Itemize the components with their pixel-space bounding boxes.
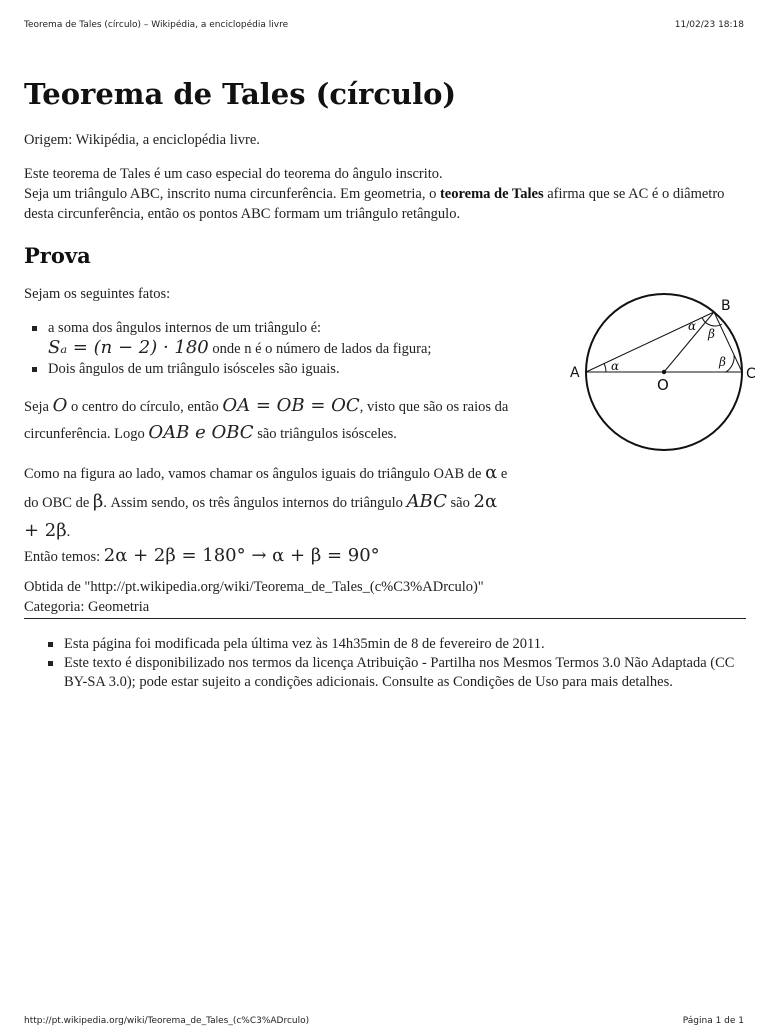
origin-line: Origem: Wikipédia, a enciclopédia livre.: [24, 132, 260, 148]
paragraph-angles: [24, 459, 514, 546]
label-C: C: [746, 366, 756, 382]
p1-text-b: o centro do círculo, então: [67, 399, 223, 415]
p2-math-beta: β: [92, 491, 104, 512]
intro-text-b: afirma que se AC é o diâmetro desta circunferência, então os pontos ABC formam um triângulo retângulo.: [24, 186, 725, 222]
print-header: [24, 20, 744, 34]
print-header-datetime: 11/02/23 18:18: [674, 20, 744, 30]
p2-text-e: .: [66, 524, 71, 540]
footer-notes-list: [24, 635, 746, 692]
footer-divider: [24, 618, 746, 619]
p2-text-d: são: [446, 495, 474, 511]
paragraph-conclusion: [24, 546, 514, 567]
footer-note-license: Este texto é disponibilizado nos termos da licença Atribuição - Partilha nos Mesmos Termos 3.0 Não Adaptada (CC BY-SA 3.0); pode estar sujeito a condições adicionais. Consulte as Condições de Uso para mais detalhes.: [64, 654, 746, 692]
fact-1-text: a soma dos ângulos internos de um triângulo é:: [48, 320, 322, 336]
fact-item-2: Dois ângulos de um triângulo isósceles são iguais.: [48, 359, 514, 379]
p2-text-b: e do OBC de: [24, 466, 508, 511]
label-beta-C: β: [719, 355, 726, 369]
page-title: Teorema de Tales (círculo): [24, 77, 457, 111]
print-footer-url: http://pt.wikipedia.org/wiki/Teorema_de_Tales_(c%C3%ADrculo): [24, 1016, 310, 1026]
center-point-O: [662, 370, 666, 374]
intro-text-a: Seja um triângulo ABC, inscrito numa circunferência. Em geometria, o: [24, 186, 440, 202]
label-A: A: [570, 365, 580, 381]
p2-text-a: Como na figura ao lado, vamos chamar os ângulos iguais do triângulo OAB de: [24, 466, 486, 482]
p3-math-formula: 2α + 2β = 180° → α + β = 90°: [103, 545, 380, 566]
p1-text-c: , visto que são os raios da circunferência. Logo: [24, 399, 509, 442]
p3-text-a: Então temos:: [24, 549, 104, 565]
label-alpha-B: α: [688, 319, 697, 333]
thales-circle-figure: [544, 288, 756, 458]
print-footer-page: Página 1 de 1: [682, 1016, 744, 1026]
facts-list: [24, 318, 514, 379]
p1-math-triangles: OAB e OBC: [148, 422, 254, 443]
p1-text-d: são triângulos isósceles.: [253, 426, 397, 442]
label-O: O: [657, 376, 669, 394]
print-header-title: Teorema de Tales (círculo) – Wikipédia, a enciclopédia livre: [24, 20, 289, 30]
section-heading-prova: Prova: [24, 243, 91, 268]
p1-text-a: Seja: [24, 399, 53, 415]
p2-text-c: . Assim sendo, os três ângulos internos do triângulo: [103, 495, 407, 511]
p2-math-abc: ABC: [406, 491, 447, 512]
angle-arc-C: [726, 355, 734, 372]
intro-paragraph: [24, 184, 746, 224]
intro-line-1: Este teorema de Tales é um caso especial do teorema do ângulo inscrito.: [24, 166, 443, 182]
theorem-link[interactable]: teorema de Tales: [439, 186, 544, 202]
label-beta-B: β: [708, 327, 715, 341]
p2-math-alpha: α: [485, 462, 498, 483]
print-footer: [24, 1016, 744, 1024]
source-line[interactable]: Obtida de "http://pt.wikipedia.org/wiki/Teorema_de_Tales_(c%C3%ADrculo)": [24, 579, 484, 595]
p1-math-O: O: [52, 395, 68, 416]
footer-note-modified: Esta página foi modificada pela última vez às 14h35min de 8 de fevereiro de 2011.: [64, 635, 746, 654]
facts-intro: Sejam os seguintes fatos:: [24, 286, 171, 302]
p2-math-sum: 2α + 2β: [24, 491, 498, 541]
category-block: [24, 577, 746, 617]
label-alpha-A: α: [611, 359, 620, 373]
angle-arc-A: [604, 364, 606, 373]
fact-item-1: [48, 318, 514, 359]
fact-1-formula: Sₐ = (n − 2) · 180: [48, 337, 209, 358]
article-content: [24, 74, 756, 692]
p1-math-radii: OA = OB = OC: [222, 395, 360, 416]
category-line[interactable]: Categoria: Geometria: [24, 599, 150, 615]
paragraph-center: [24, 393, 514, 447]
proof-section: [24, 284, 756, 567]
proof-text: [24, 284, 514, 567]
label-B: B: [721, 298, 731, 314]
fact-1-suffix: onde n é o número de lados da figura;: [208, 341, 432, 357]
